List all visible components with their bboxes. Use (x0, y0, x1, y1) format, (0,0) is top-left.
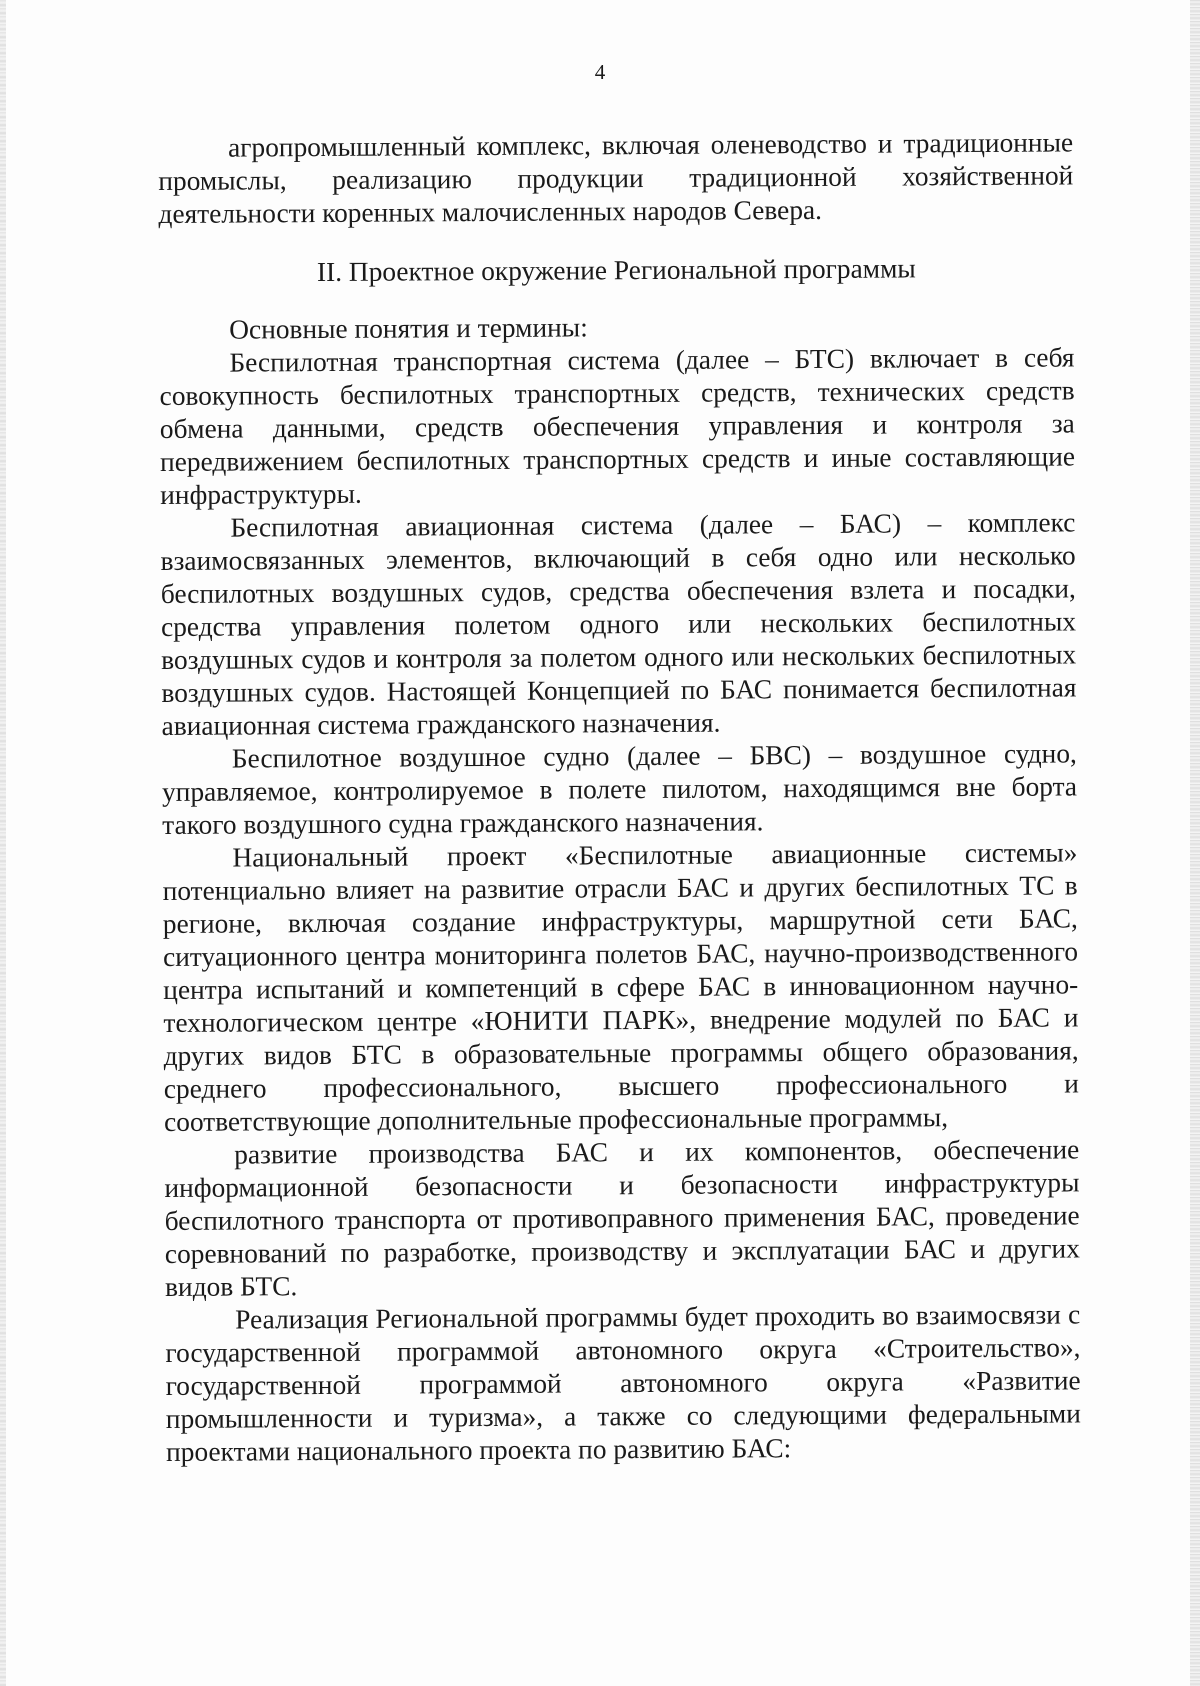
paragraph-bvs-definition: Беспилотное воздушное судно (далее – БВС) – воздушное судно, управляемое, контролируемое в полете пилотом, находящимся вне борта такого воздушного судна гражданского назначения. (161, 738, 1078, 840)
paragraph-national-project: Национальный проект «Беспилотные авиационные системы» потенциально влияет на развитие отрасли БАС и других беспилотных ТС в регионе, включая создание инфраструктуры, маршрутной сети БАС, ситуационного центра мониторинга полетов БАС, научно-производственного центра испытаний и компетенций в сфере БАС в инновационном научно-технологическом центре «ЮНИТИ ПАРК», внедрение модулей по БАС и других видов БТС в образовательные программы общего образования, среднего профессионального, высшего профессионального и соответствующие дополнительные профессиональные программы, (162, 837, 1079, 1137)
terms-intro: Основные понятия и термины: (229, 312, 588, 345)
continuation-paragraph: агропромышленный комплекс, включая оленеводство и традиционные промыслы, реализацию продукции традиционной хозяйственной деятельности коренных малочисленных народов Севера. (158, 127, 1074, 229)
page-number: 4 (594, 60, 606, 84)
paragraph-bas-definition: Беспилотная авиационная система (далее – БАС) – комплекс взаимосвязанных элементов, включающий в себя одно или несколько беспилотных воздушных судов, средства обеспечения взлета и посадки, средства управления полетом одного или нескольких беспилотных воздушных судов и контроля за полетом одного или нескольких беспилотных воздушных судов. Настоящей Концепцией по БАС понимается беспилотная авиационная система гражданского назначения. (160, 507, 1077, 741)
paragraph-production-development: развитие производства БАС и их компонентов, обеспечение информационной безопасности и безопасности инфраструктуры беспилотного транспорта от противоправного применения БАС, проведение соревнований по разработке, производству и эксплуатации БАС и других видов БТС. (164, 1134, 1080, 1302)
scan-edge-left (0, 0, 6, 1686)
paragraph-bts-definition: Беспилотная транспортная система (далее – БТС) включает в себя совокупность беспилотных транспортных средств, технических средств обмена данными, средств обеспечения управления и контроля за передвижением беспилотных транспортных средств и иные составляющие инфраструктуры. (159, 342, 1076, 510)
paragraph-program-implementation: Реализация Региональной программы будет проходить во взаимосвязи с государственной программой автономного округа «Строительство», государственной программой автономного округа «Развитие промышленности и туризма», а также со следующими федеральными проектами национального проекта по развитию БАС: (165, 1299, 1081, 1467)
section-heading: II. Проектное окружение Региональной программы (316, 253, 916, 288)
scan-edge-right (1190, 0, 1200, 1686)
document-body (158, 126, 1081, 1469)
